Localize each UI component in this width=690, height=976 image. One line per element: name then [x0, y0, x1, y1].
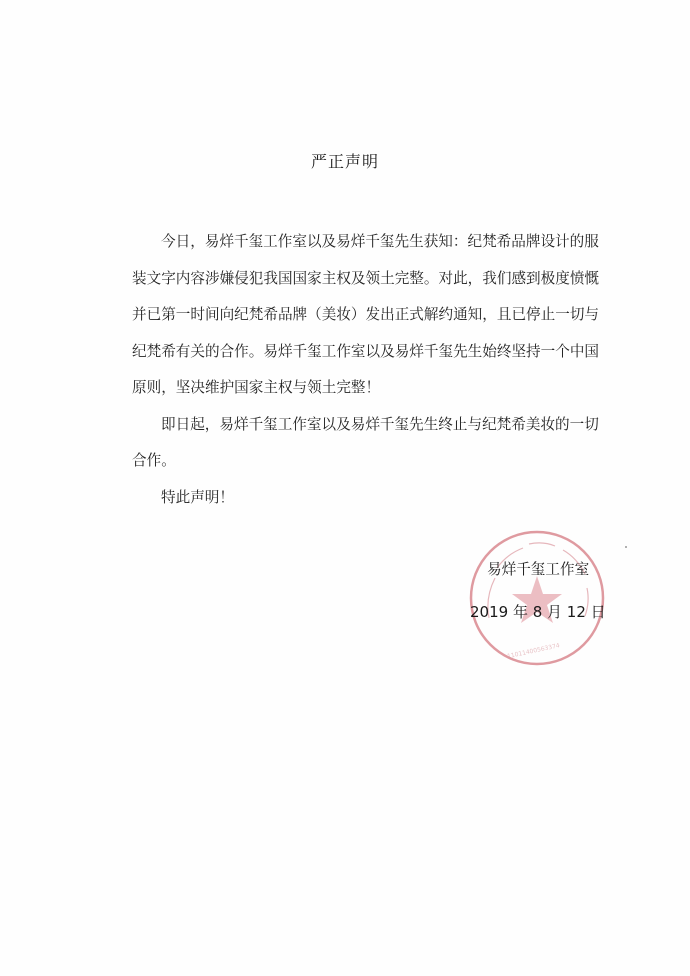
- scan-speck: [625, 546, 627, 548]
- page-title: 严正声明: [310, 152, 379, 171]
- statement-body: [132, 224, 600, 516]
- signature-date: 2019 年 8 月 12 日: [470, 603, 606, 621]
- svg-text:11011400563374: 11011400563374: [506, 642, 561, 661]
- signatory-name: 易烊千玺工作室: [487, 561, 590, 578]
- text-line: 特此声明！: [161, 488, 234, 506]
- text-line: 合作。: [132, 452, 176, 469]
- paragraph-3: [132, 480, 582, 517]
- text-line: 今日，易烊千玺工作室以及易烊千玺先生获知：纪梵希品牌设计的服: [161, 233, 599, 250]
- paragraph-1: [132, 224, 600, 407]
- text-line: 纪梵希有关的合作。易烊千玺工作室以及易烊千玺先生始终坚持一个中国: [132, 342, 600, 360]
- text-line: 装文字内容涉嫌侵犯我国国家主权及领土完整。对此，我们感到极度愤慨: [132, 269, 600, 287]
- text-line: 并已第一时间向纪梵希品牌（美妆）发出正式解约通知，且已停止一切与: [132, 306, 600, 323]
- text-line: 即日起，易烊千玺工作室以及易烊千玺先生终止与纪梵希美妆的一切: [161, 415, 599, 433]
- official-seal-stamp: [467, 528, 607, 668]
- text-line: 原则，坚决维护国家主权与领土完整！: [132, 379, 381, 396]
- paragraph-2: [132, 407, 599, 480]
